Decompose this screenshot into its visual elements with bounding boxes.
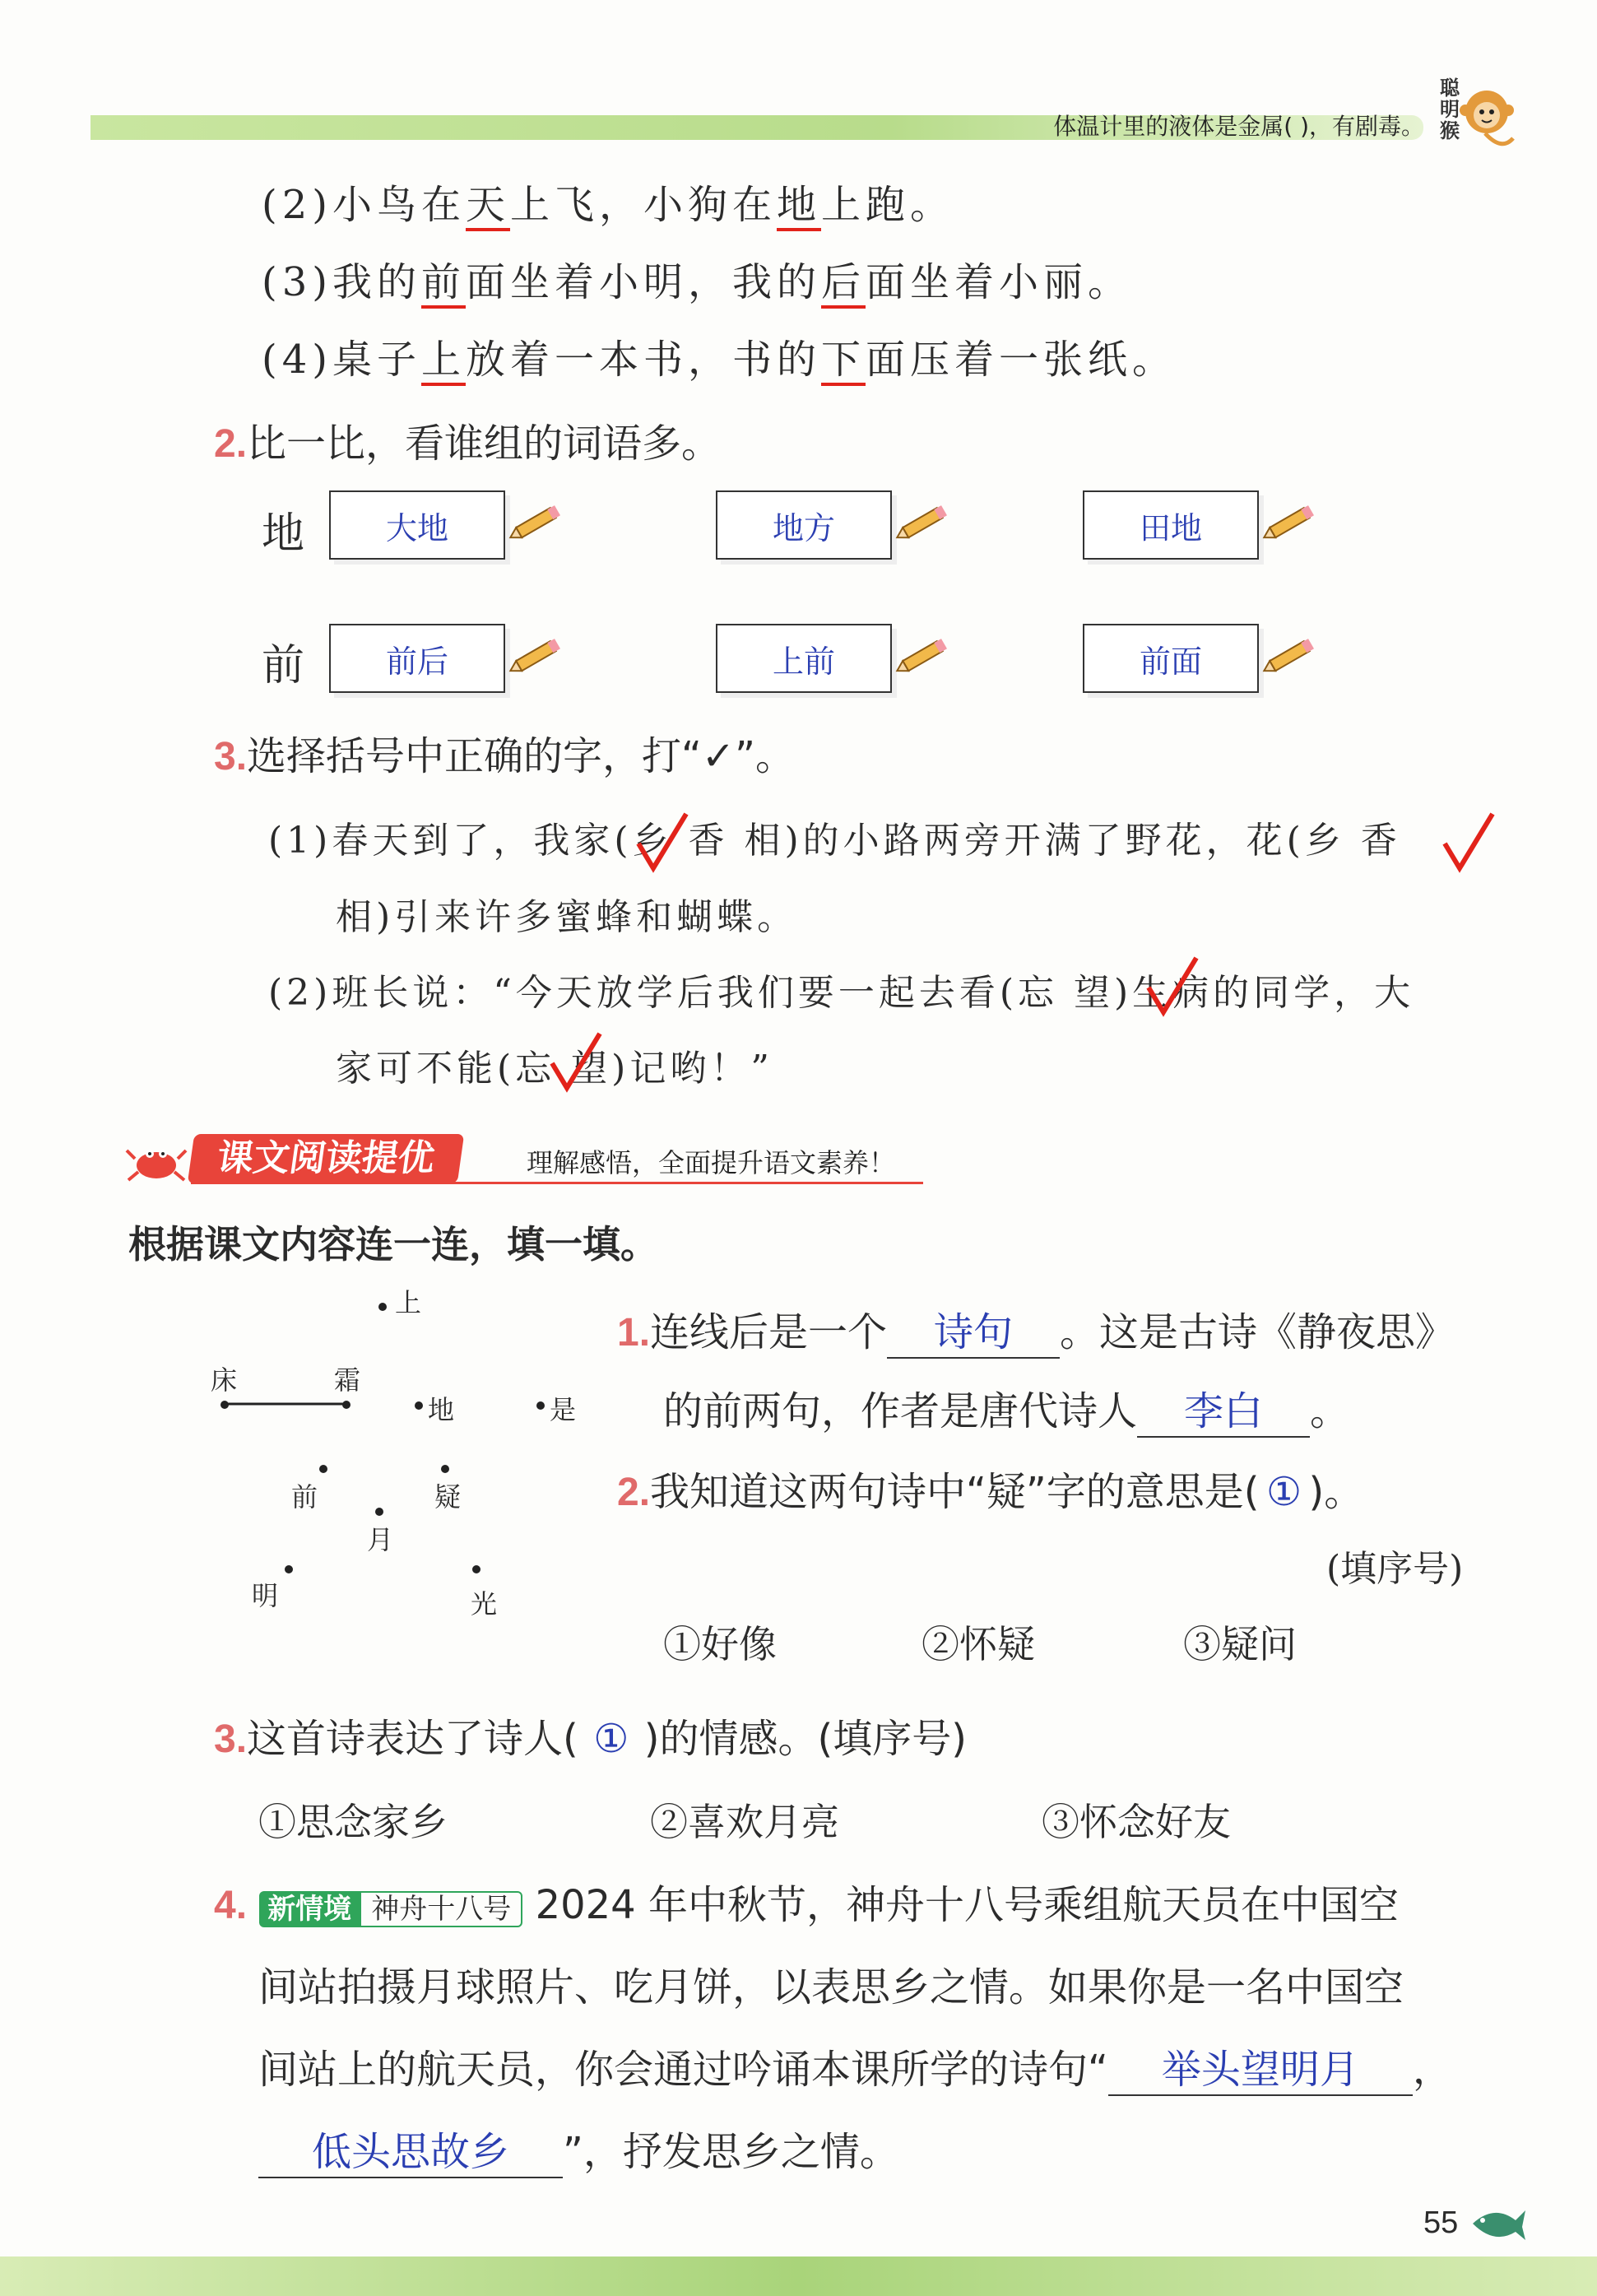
section-underline [191,1182,923,1184]
question-2: 2.比一比，看谁组的词语多。 [214,421,722,467]
dot [378,1303,387,1311]
q3-line-1: (1)春天到了，我家(乡 香 相)的小路两旁开满了野花，花(乡 香 [268,820,1401,862]
word-box: 地方 [716,490,892,560]
option: ①好像 [663,1622,777,1666]
reading-q3: 3.这首诗表达了诗人( ① )的情感。(填序号) [214,1716,967,1762]
reading-q1-line2: 的前两句，作者是唐代诗人 李白 。 [663,1379,1349,1438]
option: ③怀念好友 [1042,1800,1231,1844]
reading-q4-line2: 间站拍摄月球照片、吃月饼，以表思乡之情。如果你是一名中国空 [258,1964,1404,2010]
question-3: 3.选择括号中正确的字，打“✓”。 [214,733,795,779]
q3-line-4: 家可不能(忘 望)记哟！” [336,1048,773,1090]
char-ming: 明 [252,1580,279,1611]
check-mark-icon [1440,811,1497,876]
pencil-icon [890,499,956,548]
dot [342,1401,351,1409]
word-box: 上前 [716,624,892,693]
dot [472,1565,480,1573]
dot [415,1401,423,1410]
char-di: 地 [428,1394,455,1425]
word-box: 前面 [1083,624,1259,693]
reading-q4-line4: 低头思故乡 ”，抒发思乡之情。 [258,2120,899,2178]
reading-instruction: 根据课文内容连一连，填一填。 [128,1222,658,1267]
word-box: 田地 [1083,490,1259,560]
row-label-di: 地 [262,509,305,559]
section-title: 课文阅读提优 [188,1134,464,1183]
word-box: 大地 [329,490,505,560]
char-shang: 上 [395,1287,422,1318]
row-label-qian: 前 [262,641,305,690]
check-mark-icon [1144,955,1201,1020]
char-shuang: 霜 [334,1364,361,1396]
char-yue: 月 [367,1524,394,1555]
dot [221,1401,229,1409]
option: ③疑问 [1183,1622,1297,1666]
sentence-line-4: (4)桌子上放着一本书，书的下面压着一张纸。 [262,328,1177,384]
pencil-icon [1257,499,1323,548]
reading-q1-line1: 1.连线后是一个 诗句 。这是古诗《静夜思》 [617,1300,1455,1359]
fish-icon [1469,2199,1527,2248]
q3-line-2: 相)引来许多蜜蜂和蝴蝶。 [336,896,798,938]
char-qian: 前 [291,1481,318,1513]
sentence-line-2: (2)小鸟在天上飞，小狗在地上跑。 [262,173,954,230]
check-mark-icon [634,811,691,876]
header-note: 体温计里的液体是金属( )，有剧毒。 [1053,113,1424,140]
pencil-icon [504,499,569,548]
char-shi: 是 [550,1394,577,1425]
option: ②喜欢月亮 [650,1800,839,1844]
dot [536,1401,545,1410]
dot [441,1465,449,1473]
context-tag: 新情境 [259,1891,360,1927]
reading-q2: 2.我知道这两句诗中“疑”字的意思是( ① )。 [617,1469,1364,1515]
char-chuang: 床 [211,1364,238,1396]
dot [319,1465,327,1473]
reading-q2-hint: (填序号) [1326,1548,1464,1590]
char-yi: 疑 [434,1481,462,1513]
option: ②怀疑 [922,1622,1035,1666]
pencil-icon [1257,632,1323,681]
brand-text: 聪明猴 [1440,77,1460,142]
check-mark-icon [547,1030,605,1096]
pencil-icon [504,632,569,681]
reading-q4-line3: 间站上的航天员，你会通过吟诵本课所学的诗句“ 举头望明月 ， [258,2038,1452,2096]
page-number: 55 [1423,2205,1459,2240]
dot [375,1508,383,1516]
section-subtitle: 理解感悟，全面提升语文素养！ [527,1147,896,1178]
pencil-icon [890,632,956,681]
reading-q4-line1: 4. 新情境 神舟十八号 2024 年中秋节，神舟十八号乘组航天员在中国空 [214,1882,1399,1928]
context-topic: 神舟十八号 [360,1891,522,1927]
footer-band [0,2256,1597,2296]
sentence-line-3: (3)我的前面坐着小明，我的后面坐着小丽。 [262,250,1132,307]
char-guang: 光 [471,1588,498,1620]
dot [285,1565,293,1573]
crab-icon [123,1134,189,1185]
option: ①思念家乡 [258,1800,448,1844]
q3-line-3: (2)班长说：“今天放学后我们要一起去看(忘 望)生病的同学，大 [268,972,1415,1014]
word-box: 前后 [329,624,505,693]
